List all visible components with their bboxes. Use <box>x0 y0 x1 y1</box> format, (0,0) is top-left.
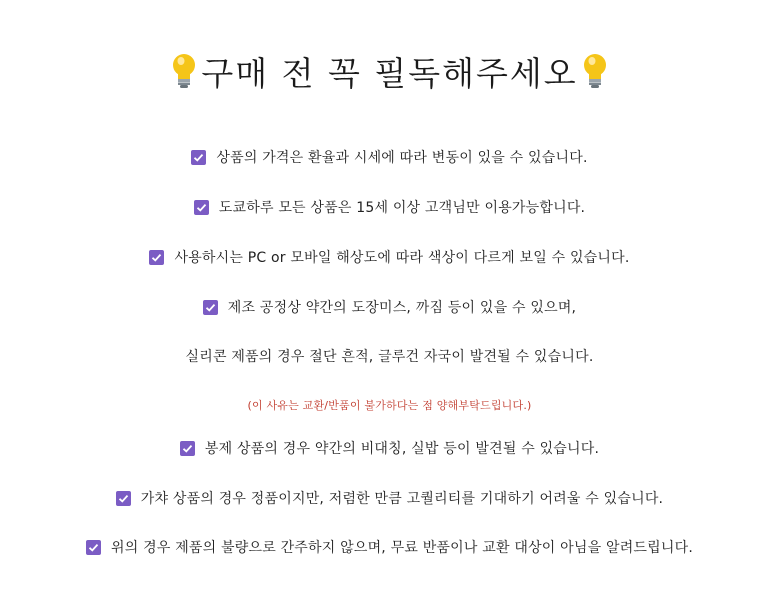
checkbox-icon <box>203 300 218 315</box>
page-title: 구매 전 꼭 필독해주세오 <box>201 53 578 93</box>
list-item <box>0 297 779 317</box>
checkbox-icon <box>180 441 195 456</box>
list-item-text: 사용하시는 PC or 모바일 해상도에 따라 색상이 다르게 보일 수 있습니다. <box>174 250 630 266</box>
notice-line <box>0 396 779 414</box>
checkbox-icon <box>149 250 164 265</box>
notice-text: (이 사유는 교환/반품이 불가하다는 점 양해부탁드립니다.) <box>247 399 532 412</box>
list-item-text: 상품의 가격은 환율과 시세에 따라 변동이 있을 수 있습니다. <box>216 150 588 166</box>
checkbox-icon <box>191 150 206 165</box>
list-item <box>0 537 779 557</box>
title-row <box>0 46 779 96</box>
checkbox-icon <box>86 540 101 555</box>
lightbulb-icon <box>582 53 608 89</box>
list-item-text: 실리콘 제품의 경우 절단 흔적, 글루건 자국이 발견될 수 있습니다. <box>185 349 594 365</box>
list-item <box>0 147 779 167</box>
list-item <box>0 247 779 267</box>
list-item-text: 봉제 상품의 경우 약간의 비대칭, 실밥 등이 발견될 수 있습니다. <box>204 441 600 457</box>
list-item <box>0 346 779 366</box>
list-item <box>0 197 779 217</box>
list-item-text: 도쿄하루 모든 상품은 15세 이상 고객님만 이용가능합니다. <box>218 200 586 216</box>
list-item-text: 제조 공정상 약간의 도장미스, 까짐 등이 있을 수 있으며, <box>227 300 577 316</box>
list-item-text: 가챠 상품의 경우 정품이지만, 저렴한 만큼 고퀄리티를 기대하기 어려울 수 있습니다. <box>140 491 664 507</box>
list-item-text: 위의 경우 제품의 불량으로 간주하지 않으며, 무료 반품이나 교환 대상이 아님을 알려드립니다. <box>111 540 693 556</box>
list-item <box>0 488 779 508</box>
checkbox-icon <box>116 491 131 506</box>
checkbox-icon <box>194 200 209 215</box>
lightbulb-icon <box>171 53 197 89</box>
list-item <box>0 438 779 458</box>
